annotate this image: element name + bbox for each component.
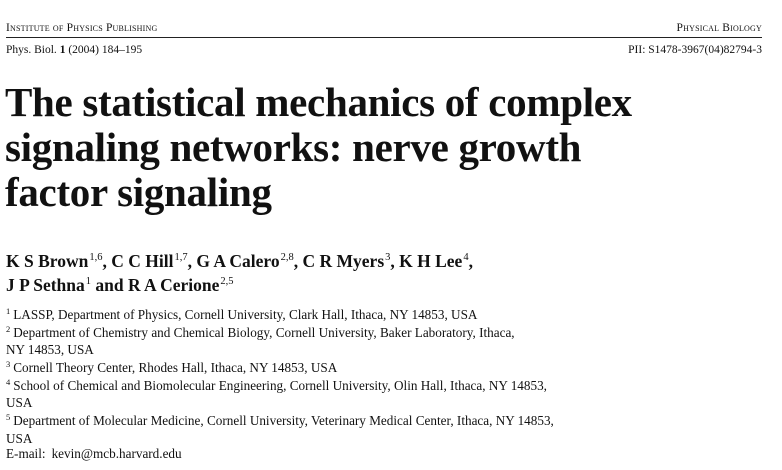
affiliation-item	[6, 324, 554, 342]
author-name: C C Hill	[111, 251, 174, 271]
author-affiliation-marker: 1,6	[89, 252, 103, 263]
author-separator: ,	[293, 251, 303, 271]
affiliation-text: Cornell Theory Center, Rhodes Hall, Ithaca, NY 14853, USA	[13, 360, 338, 376]
author-affiliation-marker: 1	[85, 276, 92, 287]
citation-journal: Phys. Biol.	[6, 44, 57, 56]
affiliation-text: Department of Chemistry and Chemical Biology, Cornell University, Baker Laboratory, Ithaca,	[13, 324, 515, 340]
email-address[interactable]: kevin@mcb.harvard.edu	[51, 446, 182, 461]
author-separator: ,	[468, 251, 473, 271]
citation-volume: 1	[59, 44, 66, 56]
author-name: C R Myers	[302, 251, 385, 271]
affiliation-number: 5	[6, 412, 11, 423]
author-affiliation-marker: 2,8	[280, 252, 294, 263]
author-name: R A Cerione	[128, 275, 220, 295]
affiliation-text: USA	[6, 395, 33, 411]
author-affiliation-marker: 1,7	[174, 252, 188, 263]
affiliation-item	[6, 306, 554, 324]
title-line: signaling networks: nerve growth	[5, 124, 582, 170]
journal-name: Physical Biology	[676, 22, 762, 34]
pii-identifier: PII: S1478-3967(04)82794-3	[628, 44, 762, 56]
affiliation-number: 2	[6, 323, 11, 334]
title-line: The statistical mechanics of complex	[5, 79, 632, 125]
affiliation-item	[6, 359, 554, 377]
author-affiliation-marker: 4	[463, 252, 469, 263]
affiliation-number: 1	[6, 306, 11, 316]
publisher-name: Institute of Physics Publishing	[6, 22, 158, 34]
author-name: G A Calero	[196, 251, 280, 271]
author-list	[6, 249, 473, 297]
affiliation-item	[6, 394, 554, 412]
paper-title	[5, 80, 775, 215]
email-line	[6, 445, 182, 462]
author-line-2	[6, 273, 473, 297]
affiliation-number: 3	[6, 359, 11, 370]
author-name: K H Lee	[399, 251, 463, 271]
email-label: E-mail:	[6, 446, 46, 461]
citation	[6, 43, 142, 57]
affiliation-item	[6, 341, 554, 359]
affiliation-text: Department of Molecular Medicine, Cornell University, Veterinary Medical Center, Ithaca, NY 14853,	[13, 413, 554, 429]
author-affiliation-marker: 2,5	[220, 276, 234, 287]
author-name: K S Brown	[6, 251, 89, 271]
affiliation-list	[6, 306, 554, 448]
author-affiliation-marker: 3	[385, 252, 391, 263]
affiliation-item	[6, 377, 554, 395]
author-separator: and	[91, 275, 128, 295]
affiliation-text: School of Chemical and Biomolecular Engineering, Cornell University, Olin Hall, Ithaca, NY 14853,	[13, 377, 547, 393]
author-name: J P Sethna	[6, 275, 85, 295]
author-separator: ,	[390, 251, 400, 271]
affiliation-number: 4	[6, 376, 11, 387]
author-separator: ,	[102, 251, 112, 271]
header-rule	[6, 37, 762, 38]
title-line: factor signaling	[5, 169, 272, 215]
citation-pages: (2004) 184–195	[68, 44, 143, 56]
affiliation-text: NY 14853, USA	[6, 342, 94, 358]
affiliation-text: LASSP, Department of Physics, Cornell University, Clark Hall, Ithaca, NY 14853, USA	[13, 307, 478, 322]
author-line-1	[6, 249, 473, 273]
affiliation-text: USA	[6, 430, 33, 446]
author-separator: ,	[187, 251, 197, 271]
affiliation-item	[6, 412, 554, 430]
